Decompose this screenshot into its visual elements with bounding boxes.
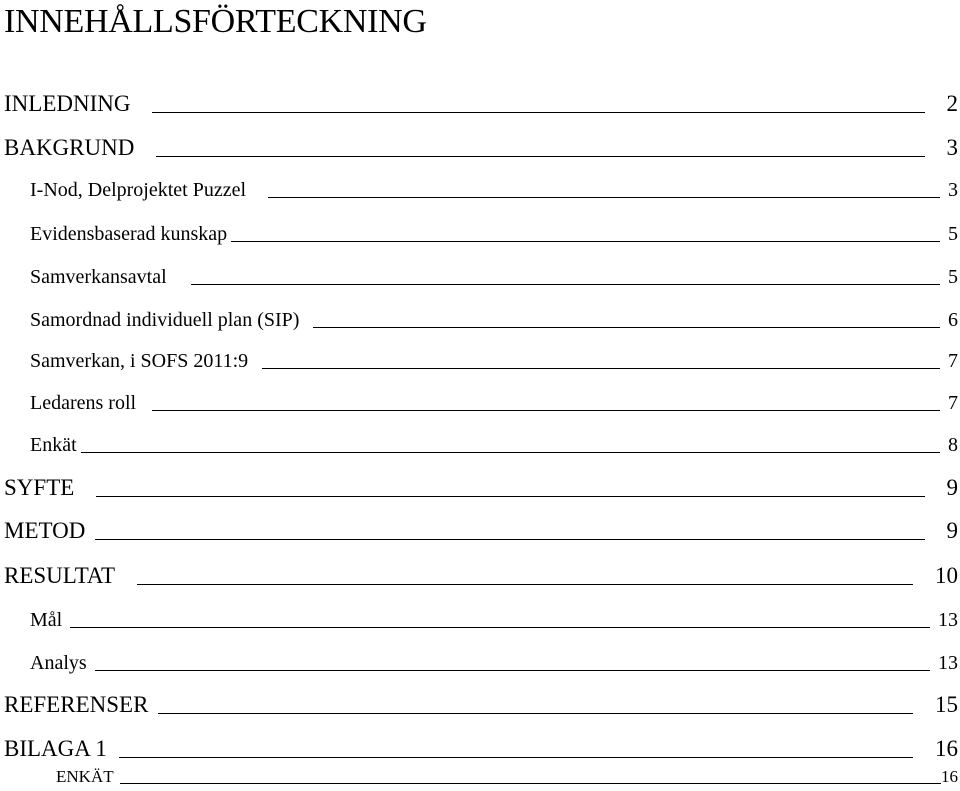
toc-entry-bakgrund[interactable] [0, 134, 960, 162]
toc-leader-line [120, 783, 941, 784]
toc-entry-evidensbaserad-kunskap[interactable] [0, 221, 960, 247]
toc-entry-sip[interactable] [0, 307, 960, 333]
toc-entry-enkat-bilaga[interactable] [0, 767, 960, 787]
toc-page-number: 3 [946, 135, 958, 160]
toc-entry-label: RESULTAT [4, 563, 116, 588]
toc-entry-i-nod[interactable] [0, 177, 960, 203]
toc-page-number: 13 [938, 652, 958, 674]
toc-entry-resultat[interactable] [0, 562, 960, 590]
toc-entry-label: METOD [4, 518, 86, 543]
toc-leader-line [152, 112, 924, 113]
toc-entry-bilaga-1[interactable] [0, 735, 960, 763]
toc-leader-line [313, 327, 940, 328]
toc-entry-label: BILAGA 1 [4, 736, 107, 761]
toc-entry-metod[interactable] [0, 517, 960, 545]
toc-entry-syfte[interactable] [0, 474, 960, 502]
toc-entry-ledarens-roll[interactable] [0, 390, 960, 416]
toc-entry-samverkan-sofs[interactable] [0, 348, 960, 374]
toc-entry-label: Ledarens roll [30, 392, 137, 414]
toc-entry-label: Analys [30, 652, 87, 674]
toc-page-number: 5 [948, 266, 958, 288]
toc-page-number: 16 [941, 767, 958, 786]
toc-entry-label: ENKÄT [56, 767, 114, 786]
toc-entry-label: Samordnad individuell plan (SIP) [30, 309, 300, 331]
toc-entry-label: Samverkan, i SOFS 2011:9 [30, 350, 249, 372]
toc-entry-analys[interactable] [0, 650, 960, 676]
toc-entry-label: SYFTE [4, 475, 75, 500]
toc-entry-label: INLEDNING [4, 91, 131, 116]
toc-leader-line [96, 496, 924, 497]
toc-entry-label: BAKGRUND [4, 135, 135, 160]
toc-leader-line [95, 539, 924, 540]
toc-page-number: 10 [935, 563, 958, 588]
toc-leader-line [158, 713, 913, 714]
toc-page-number: 15 [935, 692, 958, 717]
toc-leader-line [156, 156, 924, 157]
toc-leader-line [191, 284, 940, 285]
toc-entry-referenser[interactable] [0, 691, 960, 719]
toc-entry-label: REFERENSER [4, 692, 149, 717]
toc-leader-line [137, 584, 913, 585]
toc-leader-line [231, 241, 940, 242]
toc-entry-inledning[interactable] [0, 90, 960, 118]
toc-page-number: 9 [946, 518, 958, 543]
toc-page-number: 8 [948, 434, 958, 456]
toc-page-number: 5 [948, 223, 958, 245]
toc-entry-label: Enkät [30, 434, 77, 456]
toc-entry-label: Mål [30, 609, 63, 631]
toc-entry-label: Evidensbaserad kunskap [30, 223, 228, 245]
toc-entry-enkat[interactable] [0, 432, 960, 458]
toc-page-number: 7 [948, 350, 958, 372]
toc-entry-label: I-Nod, Delprojektet Puzzel [30, 179, 247, 201]
toc-page-number: 2 [946, 91, 958, 116]
toc-page-number: 6 [948, 309, 958, 331]
toc-leader-line [81, 452, 940, 453]
toc-leader-line [262, 368, 940, 369]
toc-page-number: 13 [938, 609, 958, 631]
toc-entry-samverkansavtal[interactable] [0, 264, 960, 290]
toc-page-number: 16 [935, 736, 958, 761]
toc-page-number: 3 [948, 179, 958, 201]
toc-page-number: 9 [946, 475, 958, 500]
toc-leader-line [70, 627, 930, 628]
toc-leader-line [119, 757, 913, 758]
toc-page-number: 7 [948, 392, 958, 414]
page-title: INNEHÅLLSFÖRTECKNING [4, 3, 427, 40]
toc-entry-label: Samverkansavtal [30, 266, 167, 288]
toc-leader-line [152, 410, 940, 411]
toc-leader-line [95, 670, 930, 671]
toc-leader-line [268, 197, 940, 198]
toc-entry-mal[interactable] [0, 607, 960, 633]
